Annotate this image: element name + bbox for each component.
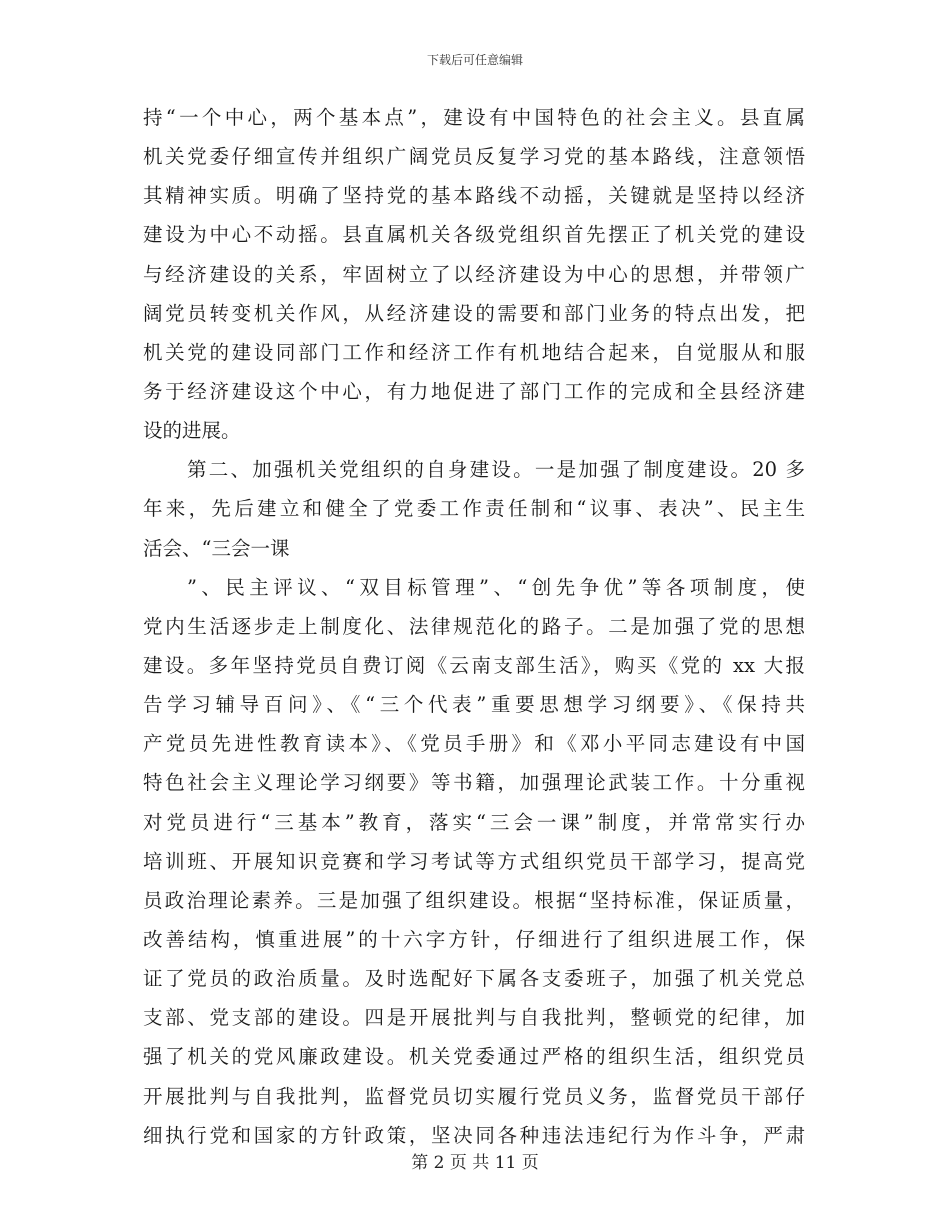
text-line: 年来，先后建立和健全了党委工作责任制和“议事、表决”、民主生 — [143, 497, 805, 521]
text-line: 机关党的建设同部门工作和经济工作有机地结合起来，自觉服从和服 — [143, 340, 805, 364]
document-body — [143, 98, 805, 1155]
text-line: 特色社会主义理论学习纲要》等书籍，加强理论武装工作。十分重视 — [143, 771, 805, 795]
text-line: 强了机关的党风廉政建设。机关党委通过严格的组织生活，组织党员 — [143, 1045, 805, 1069]
text-line: 与经济建设的关系，牢固树立了以经济建设为中心的思想，并带领广 — [143, 262, 805, 286]
text-line: 改善结构，慎重进展”的十六字方针，仔细进行了组织进展工作，保 — [143, 927, 805, 951]
text-line: 务于经济建设这个中心，有力地促进了部门工作的完成和全县经济建 — [143, 379, 805, 403]
text-line: 告学习辅导百问》、《“三个代表”重要思想学习纲要》、《保持共 — [143, 693, 805, 717]
text-line: 开展批判与自我批判，监督党员切实履行党员义务，监督党员干部仔 — [143, 1084, 805, 1108]
text-line: 持“一个中心，两个基本点”，建设有中国特色的社会主义。县直属 — [143, 106, 805, 129]
text-line: 对党员进行“三基本”教育，落实“三会一课”制度，并常常实行办 — [143, 810, 805, 834]
text-line: 党内生活逐步走上制度化、法律规范化的路子。二是加强了党的思想 — [143, 614, 805, 638]
text-line: 建设。多年坚持党员自费订阅《云南支部生活》，购买《党的 xx 大报 — [143, 653, 805, 677]
text-line: 产党员先进性教育读本》、《党员手册》和《邓小平同志建设有中国 — [143, 732, 805, 756]
text-line: 其精神实质。明确了坚持党的基本路线不动摇，关键就是坚持以经济 — [143, 184, 805, 208]
text-line: 支部、党支部的建设。四是开展批判与自我批判，整顿党的纪律，加 — [143, 1006, 805, 1030]
text-line: 员政治理论素养。三是加强了组织建设。根据“坚持标准，保证质量， — [143, 888, 805, 912]
text-line: 活会、“三会一课 — [143, 536, 290, 560]
text-line: 建设为中心不动摇。县直属机关各级党组织首先摆正了机关党的建设 — [143, 223, 805, 247]
text-line: 机关党委仔细宣传并组织广阔党员反复学习党的基本路线，注意领悟 — [143, 145, 805, 169]
text-line: 设的进展。 — [143, 419, 241, 443]
text-line: 第二、加强机关党组织的自身建设。一是加强了制度建设。20 多 — [187, 458, 805, 482]
text-line: 培训班、开展知识竞赛和学习考试等方式组织党员干部学习，提高党 — [143, 849, 805, 873]
page-header: 下载后可任意编辑 — [426, 53, 523, 67]
text-line: ”、民主评议、“双目标管理”、“创先争优”等各项制度，使 — [187, 575, 805, 599]
page-footer: 第 2 页 共 11 页 — [411, 1153, 539, 1173]
text-line: 证了党员的政治质量。及时选配好下属各支委班子，加强了机关党总 — [143, 967, 805, 991]
text-line: 阔党员转变机关作风，从经济建设的需要和部门业务的特点出发，把 — [143, 301, 805, 325]
text-line: 细执行党和国家的方针政策，坚决同各种违法违纪行为作斗争，严肃 — [143, 1123, 805, 1147]
